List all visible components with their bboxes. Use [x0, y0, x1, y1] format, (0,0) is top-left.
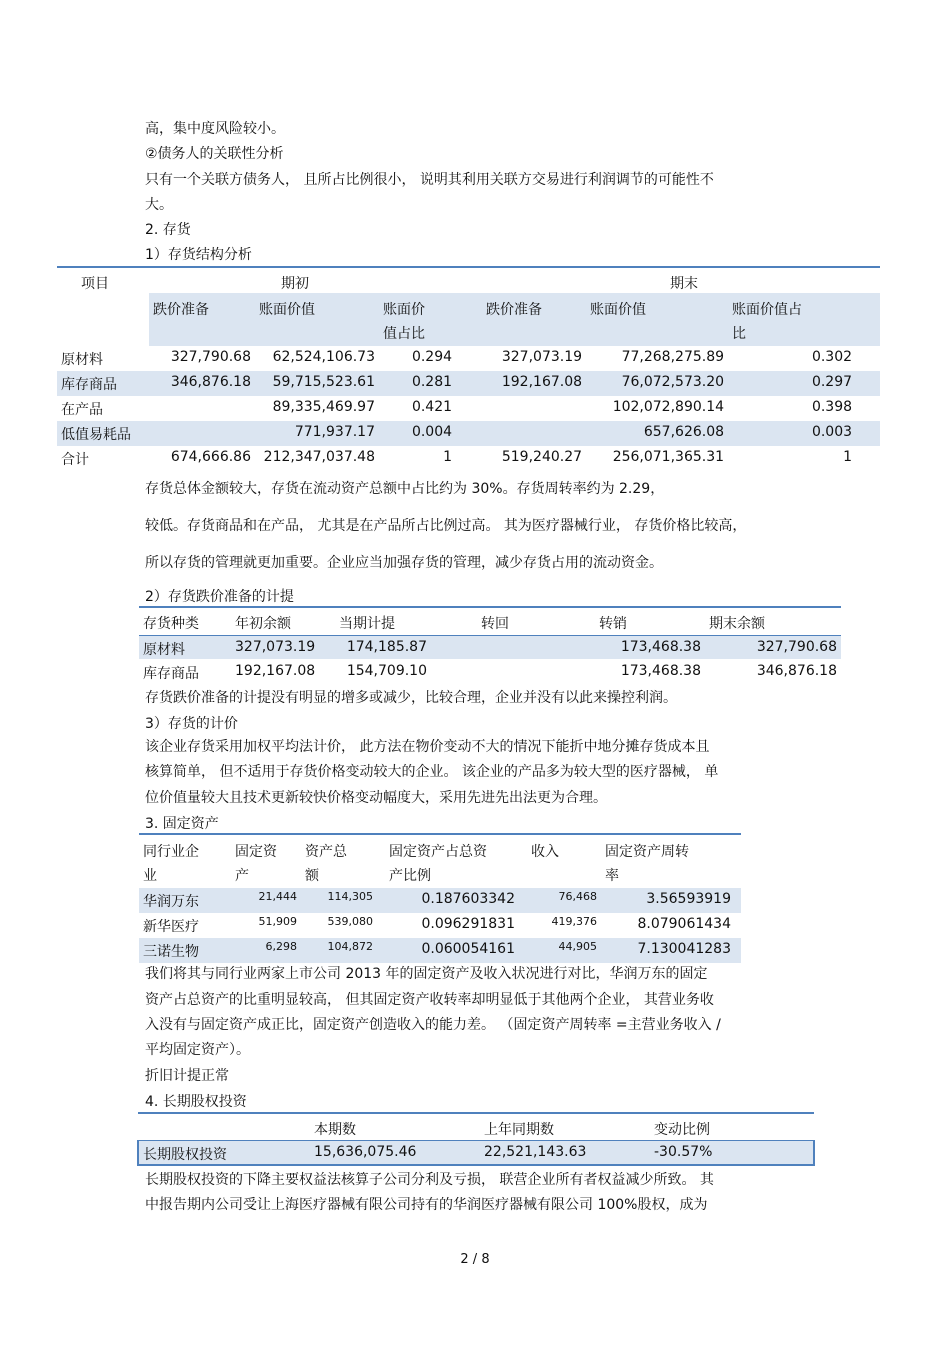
col-item-header: 项目: [81, 276, 109, 292]
subheader: 账面价值占 比: [728, 293, 880, 346]
inventory-structure-table: [57, 266, 880, 471]
col-header: 固定资 产: [235, 844, 277, 884]
col-header: 转回: [481, 616, 509, 632]
para-line: 我们将其与同行业两家上市公司 2013 年的固定资产及收入状况进行对比，华润万东的固定: [145, 966, 708, 982]
col-header: 本期数: [314, 1122, 356, 1138]
subheader: 账面价值: [255, 293, 379, 346]
col-header: 收入: [531, 844, 559, 860]
table-row: 库存商品 192,167.08 154,709.10 173,468.38 346,876.18: [143, 663, 837, 682]
inventory-provision-table: [139, 606, 841, 683]
para-line: 只有一个关联方债务人， 且所占比例很小， 说明其利用关联方交易进行利润调节的可能性不: [145, 172, 714, 188]
para-line: 平均固定资产）。: [145, 1042, 250, 1058]
col-header: 期末余额: [709, 616, 765, 632]
col-header: 存货种类: [143, 616, 199, 632]
table-row: 低值易耗品 771,937.17 0.004 657,626.08 0.003: [57, 421, 880, 446]
para-line: 折旧计提正常: [145, 1068, 229, 1084]
para-line: 资产占总资产的比重明显较高， 但其固定资产收转率却明显低于其他两个企业， 其营业务收: [145, 992, 714, 1008]
subsection-heading: 2）存货跌价准备的计提: [145, 589, 294, 605]
para-line: 所以存货的管理就更加重要。企业应当加强存货的管理，减少存货占用的流动资金。: [145, 555, 663, 571]
col-header: [138, 1113, 310, 1140]
table-row: 三诺生物 6,298 104,872 0.060054161 44,905 7.130041283: [139, 938, 741, 963]
para-line: 核算简单， 但不适用于存货价格变动较大的企业。 该企业的产品多为较大型的医疗器械， 单: [145, 764, 719, 780]
table-row: 新华医疗 51,909 539,080 0.096291831 419,376 8.079061434: [143, 915, 731, 935]
group-begin-header: 期初: [281, 276, 309, 292]
subheader: 跌价准备: [482, 293, 586, 346]
col-header: 转销: [599, 616, 627, 632]
para-line: ②债务人的关联性分析: [145, 146, 284, 162]
subsection-heading: 1）存货结构分析: [145, 247, 252, 263]
section-heading: 2. 存货: [145, 222, 191, 238]
subsection-heading: 3）存货的计价: [145, 716, 238, 732]
fixed-assets-table: [139, 833, 741, 963]
col-header: 固定资产占总资 产比例: [389, 844, 487, 884]
subheader: 跌价准备: [149, 293, 255, 346]
col-header: 固定资产周转 率: [605, 844, 689, 884]
col-header: 年初余额: [235, 616, 291, 632]
col-header: 同行业企 业: [143, 844, 199, 884]
table-row-total: 合计 674,666.86 212,347,037.48 1 519,240.27 256,071,365.31 1: [61, 449, 853, 468]
para-line: 存货跌价准备的计提没有明显的增多或减少，比较合理，企业并没有以此来操控利润。: [145, 690, 677, 706]
table-row: 长期股权投资 15,636,075.46 22,521,143.63 -30.57%: [138, 1140, 814, 1165]
section-heading: 3. 固定资产: [145, 816, 219, 832]
col-header: 变动比例: [654, 1122, 710, 1138]
table-row: 原材料 327,790.68 62,524,106.73 0.294 327,073.19 77,268,275.89 0.302: [61, 349, 853, 368]
section-heading: 4. 长期股权投资: [145, 1094, 247, 1110]
subheader: 账面价值: [586, 293, 728, 346]
table-row: 库存商品 346,876.18 59,715,523.61 0.281 192,167.08 76,072,573.20 0.297: [57, 371, 880, 396]
table-row: 华润万东 21,444 114,305 0.187603342 76,468 3.56593919: [139, 888, 741, 913]
page-number: 2 / 8: [460, 1252, 490, 1267]
para-line: 位价值量较大且技术更新较快价格变动幅度大，采用先进先出法更为合理。: [145, 790, 607, 806]
long-term-equity-table: [137, 1112, 815, 1166]
para-line: 大。: [145, 197, 173, 213]
para-line: 较低。存货商品和在产品， 尤其是在产品所占比例过高。 其为医疗器械行业， 存货价格比较高，: [145, 518, 747, 534]
col-header: 上年同期数: [484, 1122, 554, 1138]
col-header: 当期计提: [339, 616, 395, 632]
para-line: 该企业存货采用加权平均法计价， 此方法在物价变动不大的情况下能折中地分摊存货成本且: [145, 739, 710, 755]
para-line: 存货总体金额较大，存货在流动资产总额中占比约为 30%。存货周转率约为 2.29，: [145, 481, 665, 497]
para-line: 长期股权投资的下降主要权益法核算子公司分利及亏损， 联营企业所有者权益减少所致。 其: [145, 1172, 714, 1188]
para-line: 入没有与固定资产成正比，固定资产创造收入的能力差。 （固定资产周转率 =主营业务收入 /: [145, 1017, 721, 1033]
para-line: 高，集中度风险较小。: [145, 121, 285, 137]
table-row: 原材料 327,073.19 174,185.87 173,468.38 327,790.68: [139, 635, 841, 659]
col-header: 资产总 额: [305, 844, 347, 884]
table-row: 在产品 89,335,469.97 0.421 102,072,890.14 0.398: [61, 399, 853, 418]
para-line: 中报告期内公司受让上海医疗器械有限公司持有的华润医疗器械有限公司 100%股权，成为: [145, 1197, 708, 1213]
group-end-header: 期末: [670, 276, 699, 292]
subheader: 账面价 值占比: [379, 293, 482, 346]
